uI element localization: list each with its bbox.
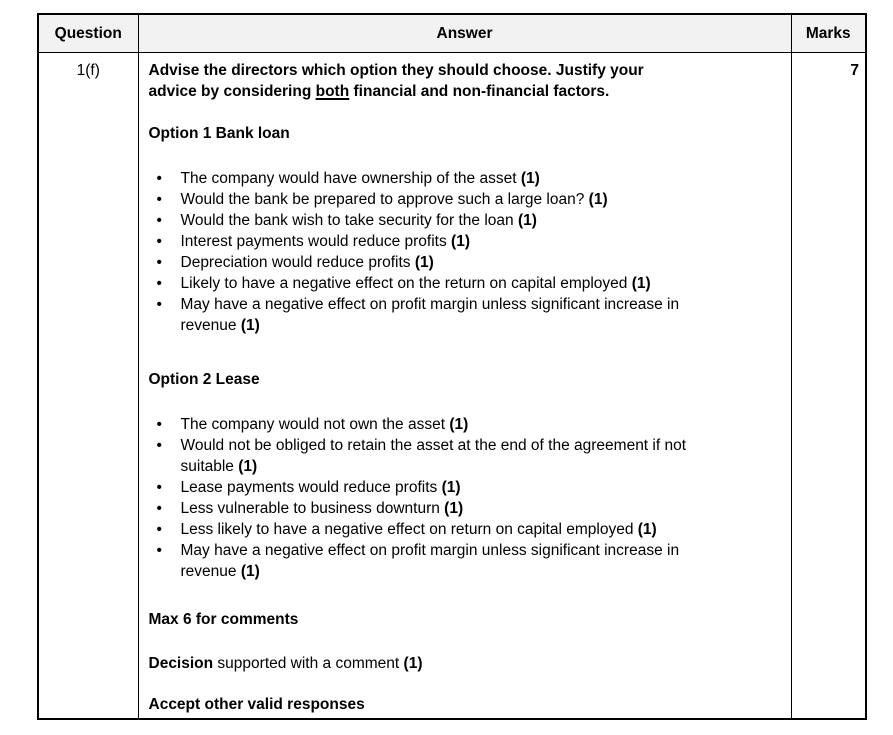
bullet-text: The company would have ownership of the asset: [180, 169, 517, 187]
bullet-text: Would not be obliged to retain the asset at the end of the agreement if not: [180, 436, 687, 454]
bullet-item: [181, 498, 771, 519]
bullet-item: [181, 519, 771, 540]
underlined-word: both: [315, 82, 350, 100]
bullet-text-line2: revenue: [180, 562, 237, 580]
bullet-text: Depreciation would reduce profits: [180, 253, 411, 271]
mark-point: (1): [520, 169, 540, 187]
column-header-marks: Marks: [791, 14, 866, 52]
bullet-text: May have a negative effect on profit margin unless significant increase in: [180, 295, 680, 313]
bullet-text: Would the bank wish to take security for the loan: [180, 211, 514, 229]
mark-point: (1): [238, 457, 258, 475]
bullet-item: [181, 294, 771, 336]
bullet-item: [181, 210, 771, 231]
option1-bullet-list: [149, 168, 771, 336]
option1-heading: Option 1 Bank loan: [148, 124, 290, 142]
bullet-text: Less vulnerable to business downturn: [180, 499, 440, 517]
decision-lead: Decision: [148, 654, 214, 672]
column-header-question: Question: [38, 14, 138, 52]
mark-point: (1): [444, 499, 464, 517]
table-row: [38, 52, 866, 719]
mark-point: (1): [631, 274, 651, 292]
bullet-item: [181, 231, 771, 252]
bullet-text-line2: revenue: [180, 316, 237, 334]
bullet-text: Likely to have a negative effect on the return on capital employed: [180, 274, 628, 292]
mark-point: (1): [637, 520, 657, 538]
column-header-answer: Answer: [138, 14, 791, 52]
mark-point: (1): [449, 415, 469, 433]
marks-value: 7: [850, 61, 859, 79]
bullet-text: Would the bank be prepared to approve such a large loan?: [180, 190, 585, 208]
prompt-line2-post: financial and non-financial factors.: [353, 82, 610, 100]
mark-point: (1): [403, 654, 423, 672]
accept-note: Accept other valid responses: [148, 695, 365, 713]
bullet-item: [181, 189, 771, 210]
mark-point: (1): [414, 253, 434, 271]
mark-scheme-table: [37, 13, 867, 720]
bullet-text: Lease payments would reduce profits: [180, 478, 438, 496]
header-row: [38, 14, 866, 52]
bullet-item: [181, 435, 771, 477]
bullet-item: [181, 273, 771, 294]
question-number: 1(f): [76, 61, 100, 79]
mark-point: (1): [441, 478, 461, 496]
bullet-text: May have a negative effect on profit margin unless significant increase in: [180, 541, 680, 559]
bullet-item: [181, 168, 771, 189]
bullet-item: [181, 252, 771, 273]
option2-bullet-list: [149, 414, 771, 582]
bullet-item: [181, 540, 771, 582]
prompt-line-2: [149, 81, 771, 102]
mark-point: (1): [240, 316, 260, 334]
mark-point: (1): [588, 190, 608, 208]
bullet-text: The company would not own the asset: [180, 415, 446, 433]
mark-point: (1): [240, 562, 260, 580]
option2-heading: Option 2 Lease: [148, 370, 260, 388]
decision-note: [149, 653, 771, 674]
mark-point: (1): [517, 211, 537, 229]
prompt-line2-pre: advice by considering: [148, 82, 312, 100]
decision-text: supported with a comment: [217, 654, 400, 672]
question-prompt: [149, 60, 771, 102]
bullet-item: [181, 414, 771, 435]
bullet-text: Interest payments would reduce profits: [180, 232, 447, 250]
prompt-line-1: Advise the directors which option they should choose. Justify your: [148, 61, 644, 79]
mark-point: (1): [451, 232, 470, 250]
answer-cell: [138, 52, 791, 719]
marks-cell: [791, 52, 866, 719]
bullet-text: Less likely to have a negative effect on return on capital employed: [180, 520, 634, 538]
max-note: Max 6 for comments: [148, 610, 299, 628]
bullet-item: [181, 477, 771, 498]
bullet-text-line2: suitable: [180, 457, 234, 475]
question-number-cell: [38, 52, 138, 719]
